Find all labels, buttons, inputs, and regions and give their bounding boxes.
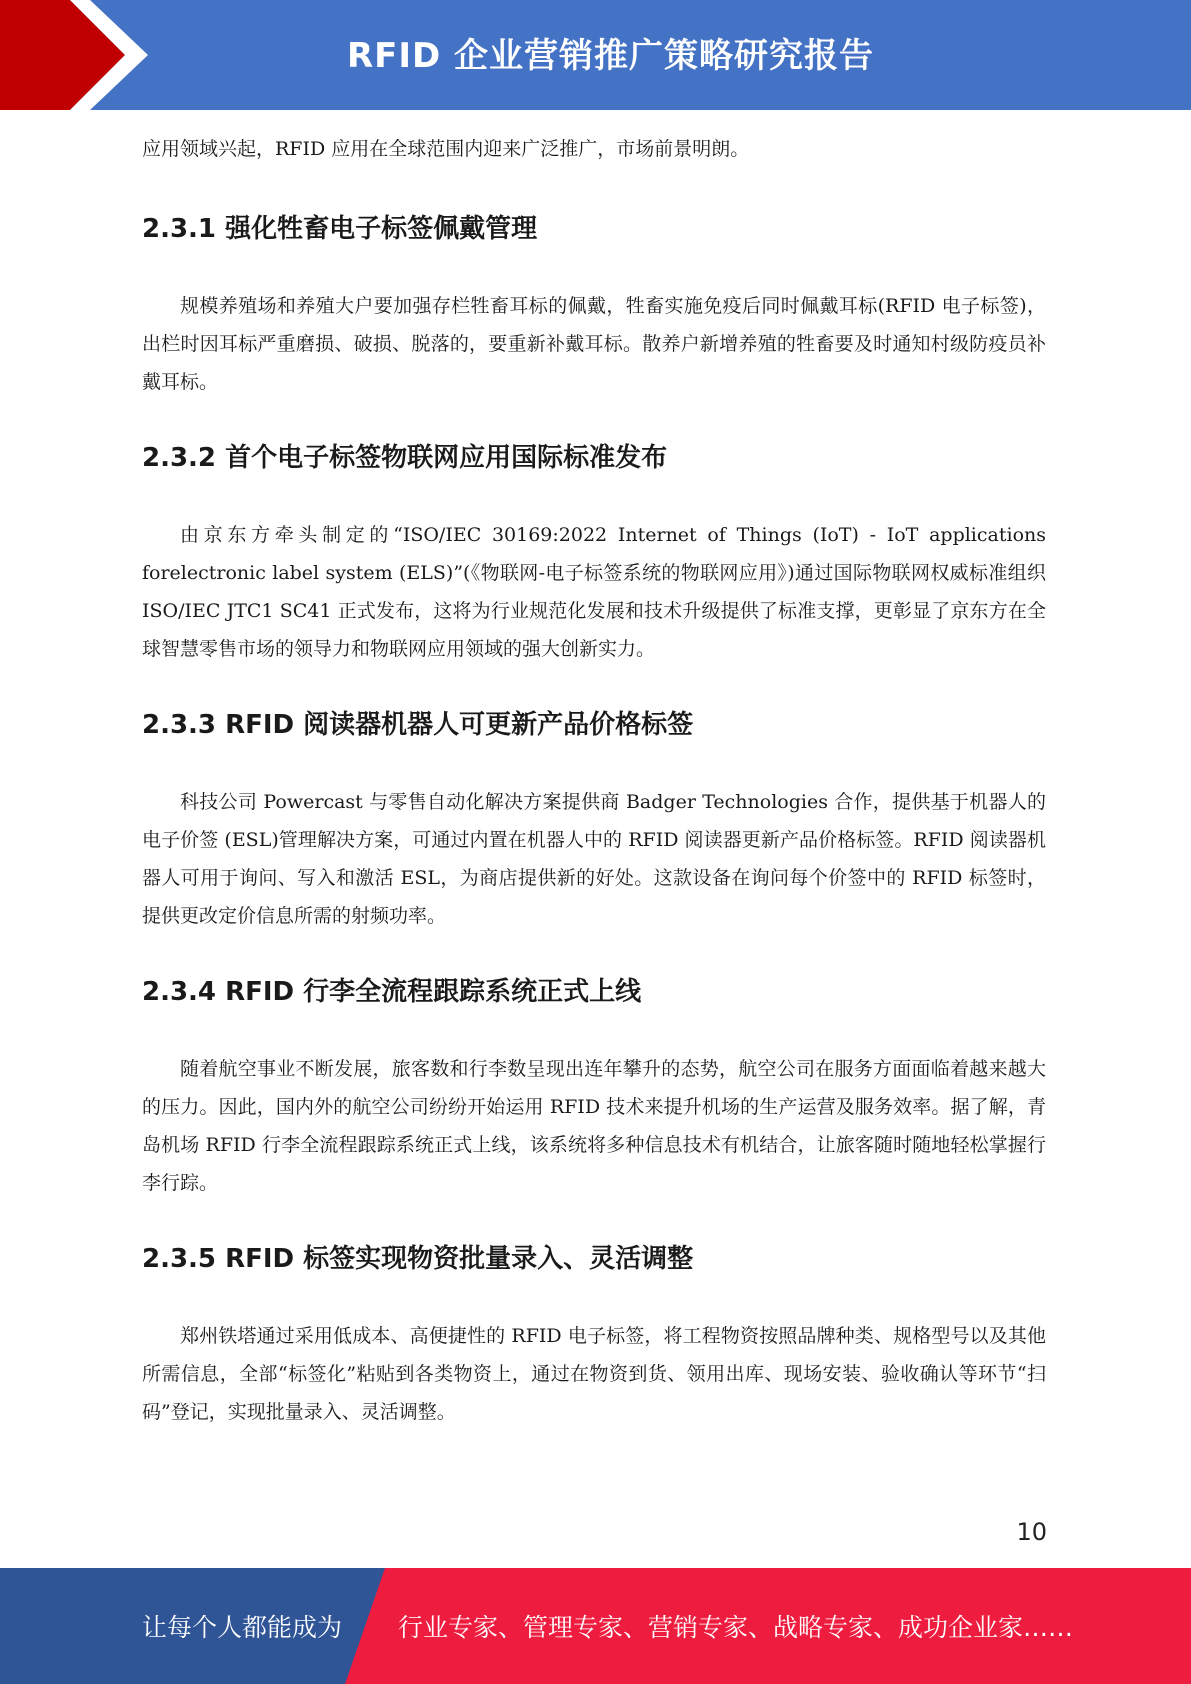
section-body-2-3-1: 规模养殖场和养殖大户要加强存栏牲畜耳标的佩戴，牲畜实施免疫后同时佩戴耳标(RFID 电子标签)，出栏时因耳标严重磨损、破损、脱落的，要重新补戴耳标。散养户新增养殖的牲畜要及时通知村级防疫员补戴耳标。 <box>142 295 1046 393</box>
section-body-2-3-3: 科技公司 Powercast 与零售自动化解决方案提供商 Badger Technologies 合作，提供基于机器人的电子价签 (ESL)管理解决方案，可通过内置在机器人中的 RFID 阅读器更新产品价格标签。RFID 阅读器机器人可用于询问、写入和激活 ESL，为商店提供新的好处。这款设备在询问每个价签中的 RFID 标签时，提供更改定价信息所需的射频功率。 <box>142 791 1046 927</box>
section-body-2-3-4: 随着航空事业不断发展，旅客数和行李数呈现出连年攀升的态势，航空公司在服务方面面临着越来越大的压力。因此，国内外的航空公司纷纷开始运用 RFID 技术来提升机场的生产运营及服务效率。据了解，青岛机场 RFID 行李全流程跟踪系统正式上线，该系统将多种信息技术有机结合，让旅客随时随地轻松掌握行李行踪。 <box>142 1058 1046 1194</box>
report-title: RFID 企业营销推广策略研究报告 <box>346 36 875 76</box>
intro-paragraph: 应用领域兴起，RFID 应用在全球范围内迎来广泛推广，市场前景明朗。 <box>142 138 750 160</box>
section-body-2-3-2: 由京东方牵头制定的“ISO/IEC 30169:2022 Internet of Things (IoT) - IoT applications forelectronic label system (ELS)”(《物联网-电子标签系统的物联网应用》)通过国际物联网权威标准组织 ISO/IEC JTC1 SC41 正式发布，这将为行业规范化发展和技术升级提供了标准支撑，更彰显了京东方在全球智慧零售市场的领导力和物联网应用领域的强大创新实力。 <box>142 524 1046 660</box>
section-heading-2-3-5: 2.3.5 RFID 标签实现物资批量录入、灵活调整 <box>142 1244 694 1274</box>
page-header <box>0 0 1191 110</box>
main-content <box>142 130 1046 1431</box>
section-body-2-3-5: 郑州铁塔通过采用低成本、高便捷性的 RFID 电子标签，将工程物资按照品牌种类、规格型号以及其他所需信息，全部“标签化”粘贴到各类物资上，通过在物资到货、领用出库、现场安装、验收确认等环节“扫码”登记，实现批量录入、灵活调整。 <box>142 1325 1046 1423</box>
footer-slogan-left: 让每个人都能成为 <box>142 1613 343 1642</box>
section-heading-2-3-3: 2.3.3 RFID 阅读器机器人可更新产品价格标签 <box>142 710 694 740</box>
section-heading-2-3-2: 2.3.2 首个电子标签物联网应用国际标准发布 <box>142 443 668 473</box>
page-number: 10 <box>1016 1518 1047 1546</box>
page-footer <box>0 1568 1191 1684</box>
section-heading-2-3-1: 2.3.1 强化牲畜电子标签佩戴管理 <box>142 214 538 244</box>
footer-slogan-right: 行业专家、管理专家、营销专家、战略专家、成功企业家…… <box>398 1613 1074 1642</box>
section-heading-2-3-4: 2.3.4 RFID 行李全流程跟踪系统正式上线 <box>142 977 642 1007</box>
